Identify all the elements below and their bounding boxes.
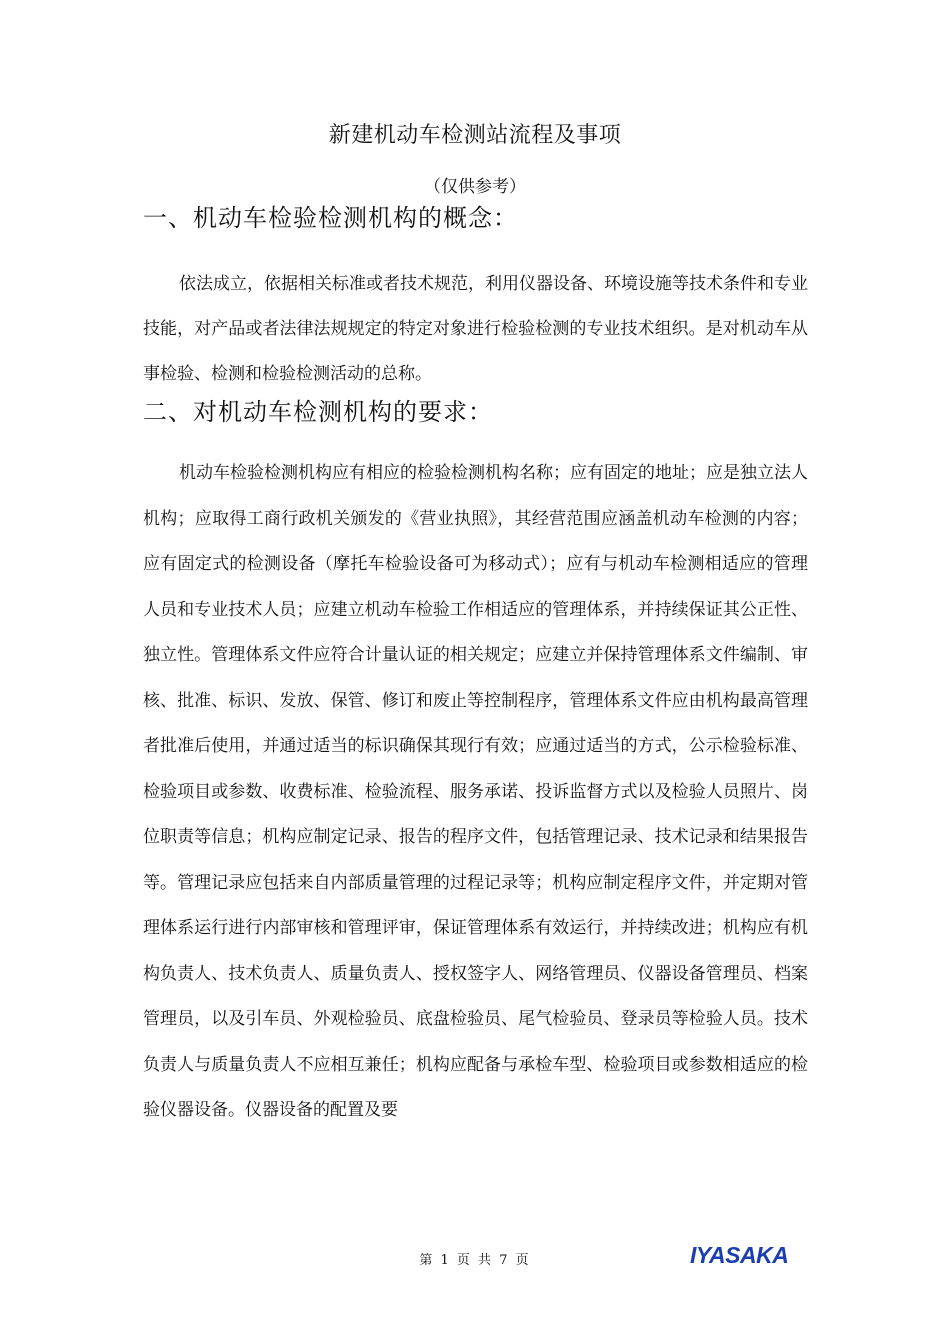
svg-text:IYASAKA: IYASAKA [690,1242,789,1268]
document-subtitle: （仅供参考） [424,177,526,197]
document-title: 新建机动车检测站流程及事项 [328,123,622,148]
section-2-heading: 二、对机动车检测机构的要求： [143,398,493,426]
page-number: 第 1 页 共 7 页 [419,1253,531,1268]
section-2-paragraph: 机动车检验检测机构应有相应的检验检测机构名称；应有固定的地址；应是独立法人机构；应取得工商行政机关颁发的《营业执照》，其经营范围应涵盖机动车检测的内容；应有固定式的检测设备（摩托车检验设备可为移动式）；应有与机动车检测相适应的管理人员和专业技术人员；应建立机动车检验工作相适应的管理体系，并持续保证其公正性、独立性。管理体系文件应符合计量认证的相关规定；应建立并保持管理体系文件编制、审核、批准、标识、发放、保管、修订和废止等控制程序，管理体系文件应由机构最高管理者批准后使用，并通过适当的标识确保其现行有效；应通过适当的方式，公示检验标准、检验项目或参数、收费标准、检验流程、服务承诺、投诉监督方式以及检验人员照片、岗位职责等信息；机构应制定记录、报告的程序文件，包括管理记录、技术记录和结果报告等。管理记录应包括来自内部质量管理的过程记录等；机构应制定程序文件，并定期对管理体系运行进行内部审核和管理评审，保证管理体系有效运行，并持续改进；机构应有机构负责人、技术负责人、质量负责人、授权签字人、网络管理员、仪器设备管理员、档案管理员，以及引车员、外观检验员、底盘检验员、尾气检验员、登录员等检验人员。技术负责人与质量负责人不应相互兼任；机构应配备与承检车型、检验项目或参数相适应的检验仪器设备。仪器设备的配置及要 [143,463,808,1120]
section-1-paragraph: 依法成立，依据相关标准或者技术规范，利用仪器设备、环境设施等技术条件和专业技能，对产品或者法律法规规定的特定对象进行检验检测的专业技术组织。是对机动车从事检验、检测和检验检测活动的总称。 [143,274,808,384]
section-1-heading: 一、机动车检验检测机构的概念： [143,204,518,232]
iyasaka-logo [690,1241,808,1269]
